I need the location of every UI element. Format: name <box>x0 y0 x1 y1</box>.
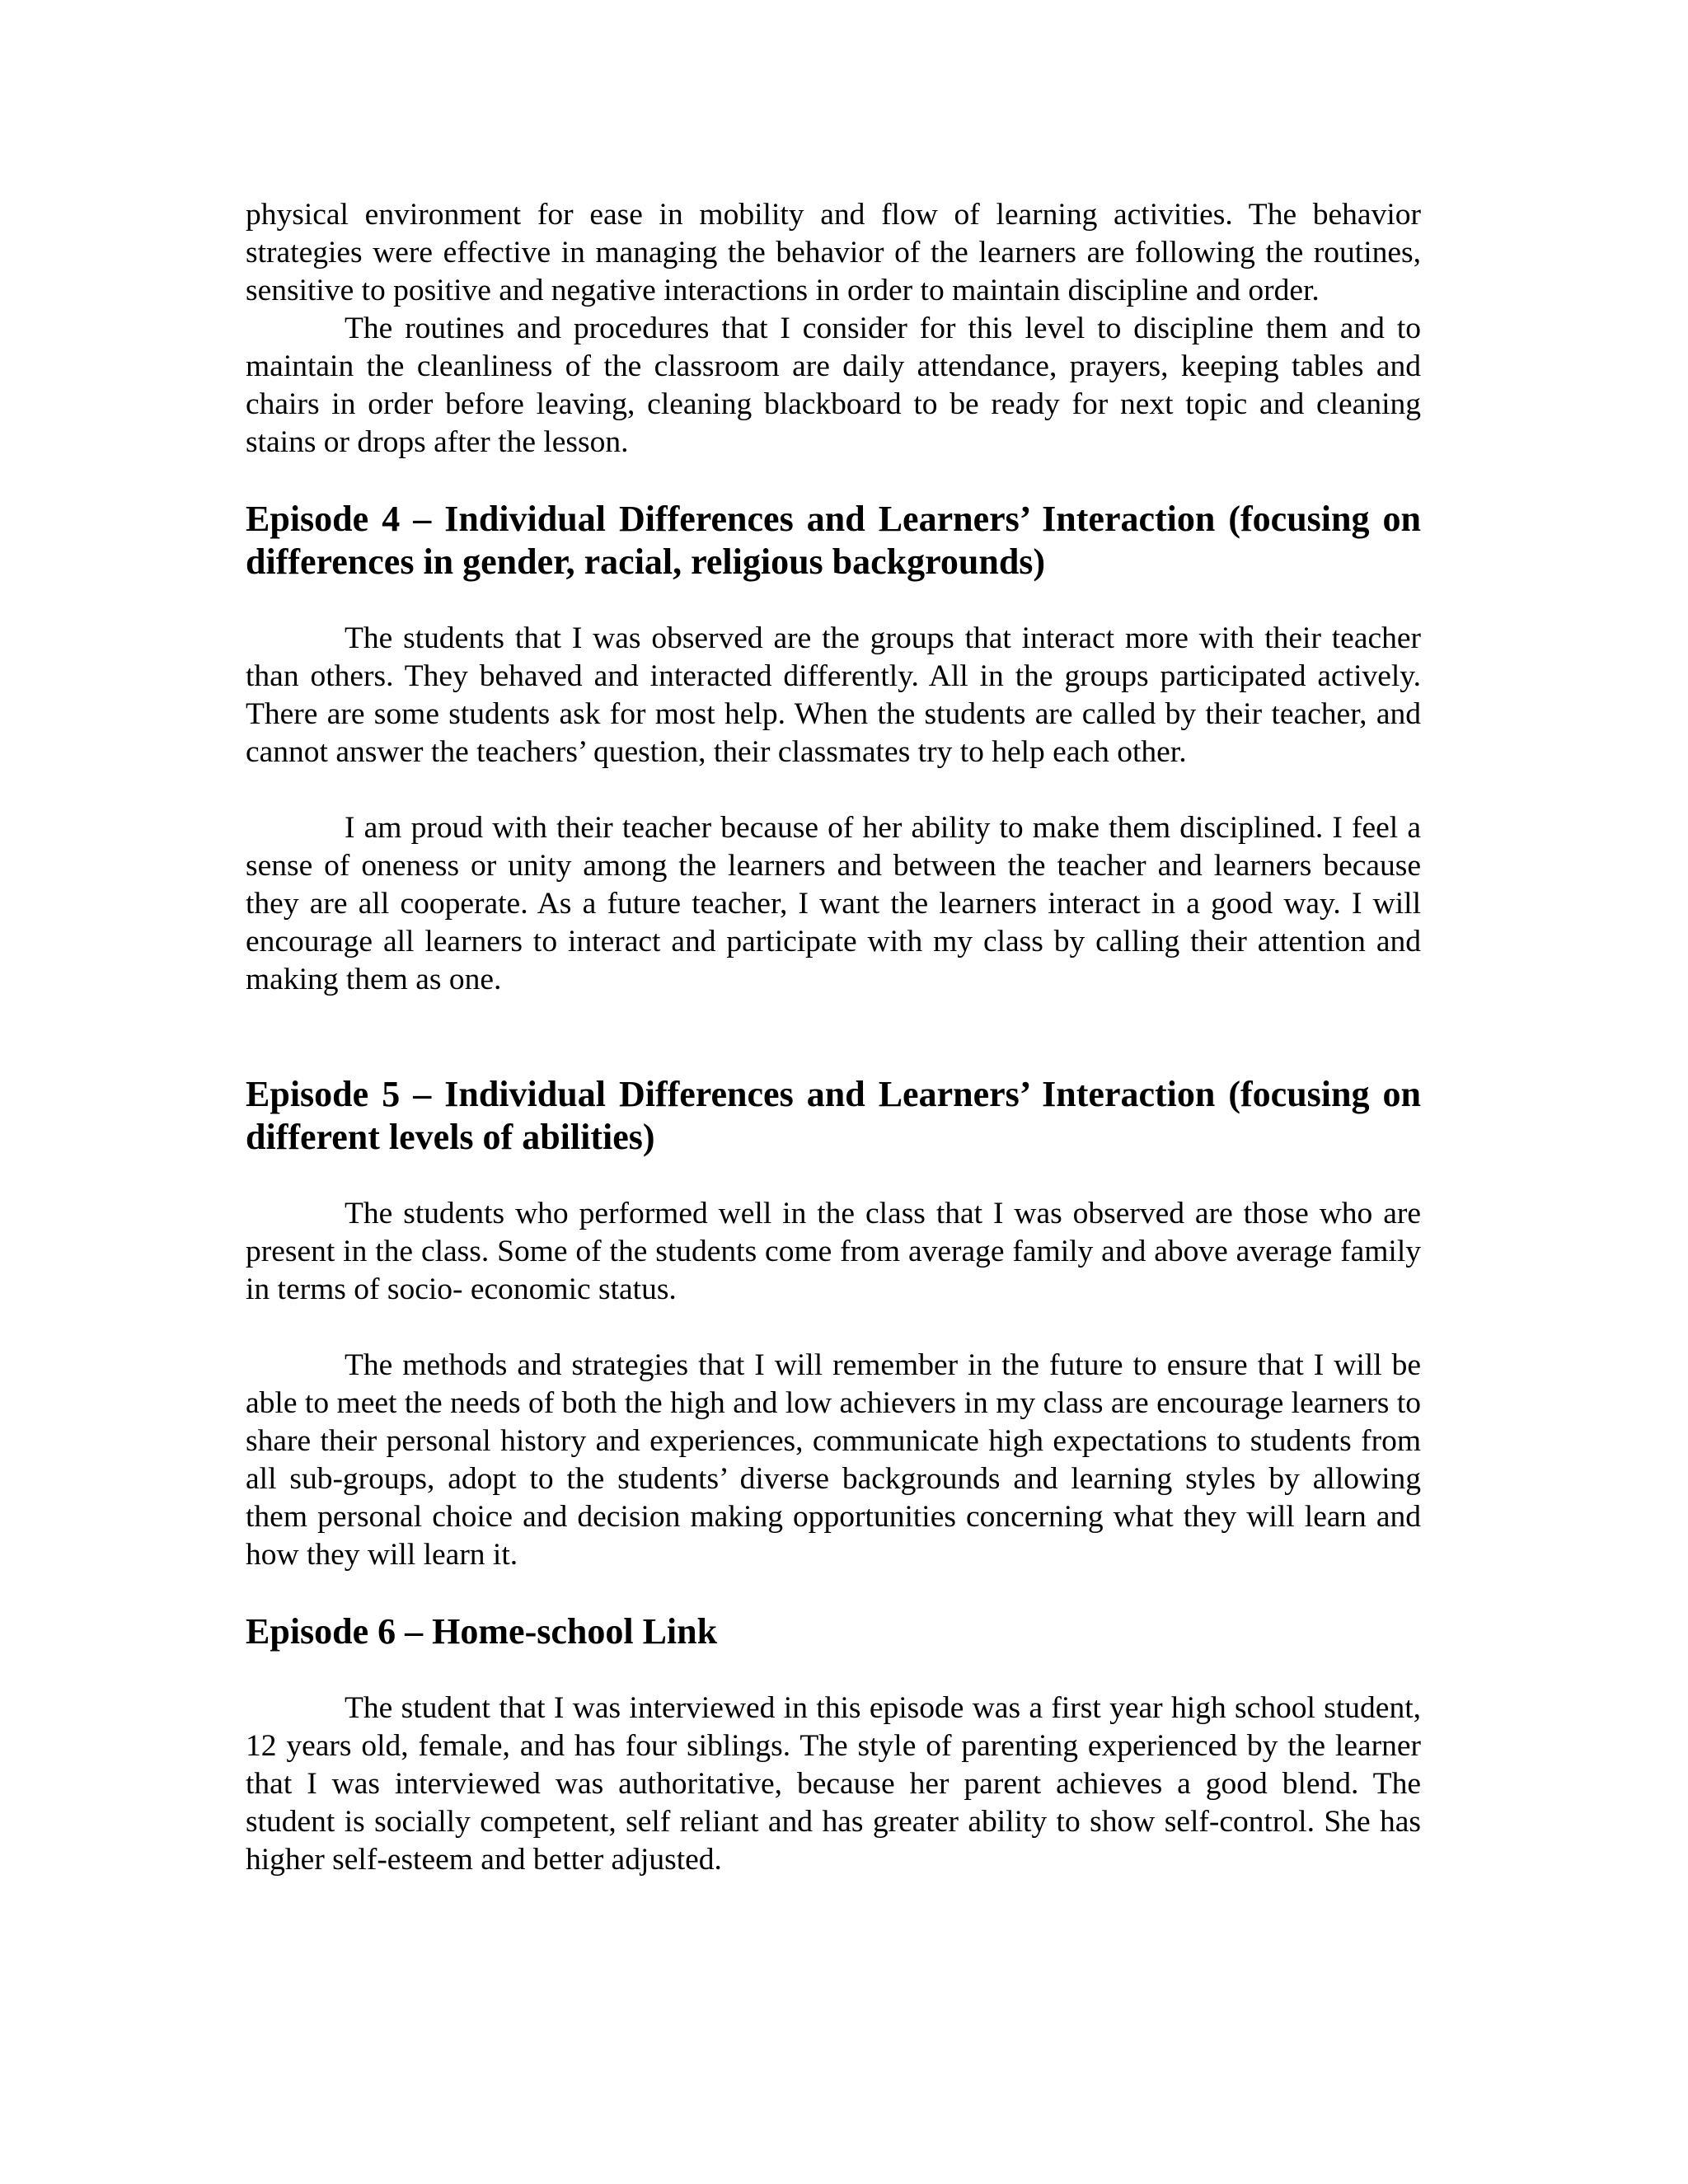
episode-5-heading: Episode 5 – Individual Differences and Learners’ Interaction (focusing on different levels of abilities) <box>246 1074 1421 1157</box>
episode-4-heading: Episode 4 – Individual Differences and Learners’ Interaction (focusing on differences in gender, racial, religious backgrounds) <box>246 499 1421 582</box>
episode-6-heading: Episode 6 – Home-school Link <box>246 1611 718 1652</box>
document-page <box>246 196 1421 1879</box>
episode-5-paragraph-2: The methods and strategies that I will remember in the future to ensure that I will be able to meet the needs of both the high and low achievers in my class are encourage learners to share their personal history and experiences, communicate high expectations to students from all sub-groups, adopt to the students’ diverse backgrounds and learning styles by allowing them personal choice and decision making opportunities concerning what they will learn and how they will learn it. <box>246 1348 1421 1572</box>
episode-4-paragraph-2: I am proud with their teacher because of her ability to make them disciplined. I feel a sense of oneness or unity among the learners and between the teacher and learners because they are all cooperate. As a future teacher, I want the learners interact in a good way. I will encourage all learners to interact and participate with my class by calling their attention and making them as one. <box>246 811 1421 996</box>
paragraph-routines: The routines and procedures that I consider for this level to discipline them and to maintain the cleanliness of the classroom are daily attendance, prayers, keeping tables and chairs in order before leaving, cleaning blackboard to be ready for next topic and cleaning stains or drops after the lesson. <box>246 312 1421 459</box>
episode-4-paragraph-1: The students that I was observed are the groups that interact more with their teacher than others. They behaved and interacted differently. All in the groups participated actively. There are some students ask for most help. When the students are called by their teacher, and cannot answer the teachers’ question, their classmates try to help each other. <box>246 621 1421 769</box>
paragraph-continued: physical environment for ease in mobility and flow of learning activities. The behavior strategies were effective in managing the behavior of the learners are following the routines, sensitive to positive and negative interactions in order to maintain discipline and order. <box>246 198 1421 307</box>
episode-5-paragraph-1: The students who performed well in the class that I was observed are those who are present in the class. Some of the students come from average family and above average family in terms of socio- economic status. <box>246 1197 1421 1306</box>
episode-6-paragraph-1: The student that I was interviewed in this episode was a first year high school student, 12 years old, female, and has four siblings. The style of parenting experienced by the learner that I was interviewed was authoritative, because her parent achieves a good blend. The student is socially competent, self reliant and has greater ability to show self-control. She has higher self-esteem and better adjusted. <box>246 1691 1421 1877</box>
